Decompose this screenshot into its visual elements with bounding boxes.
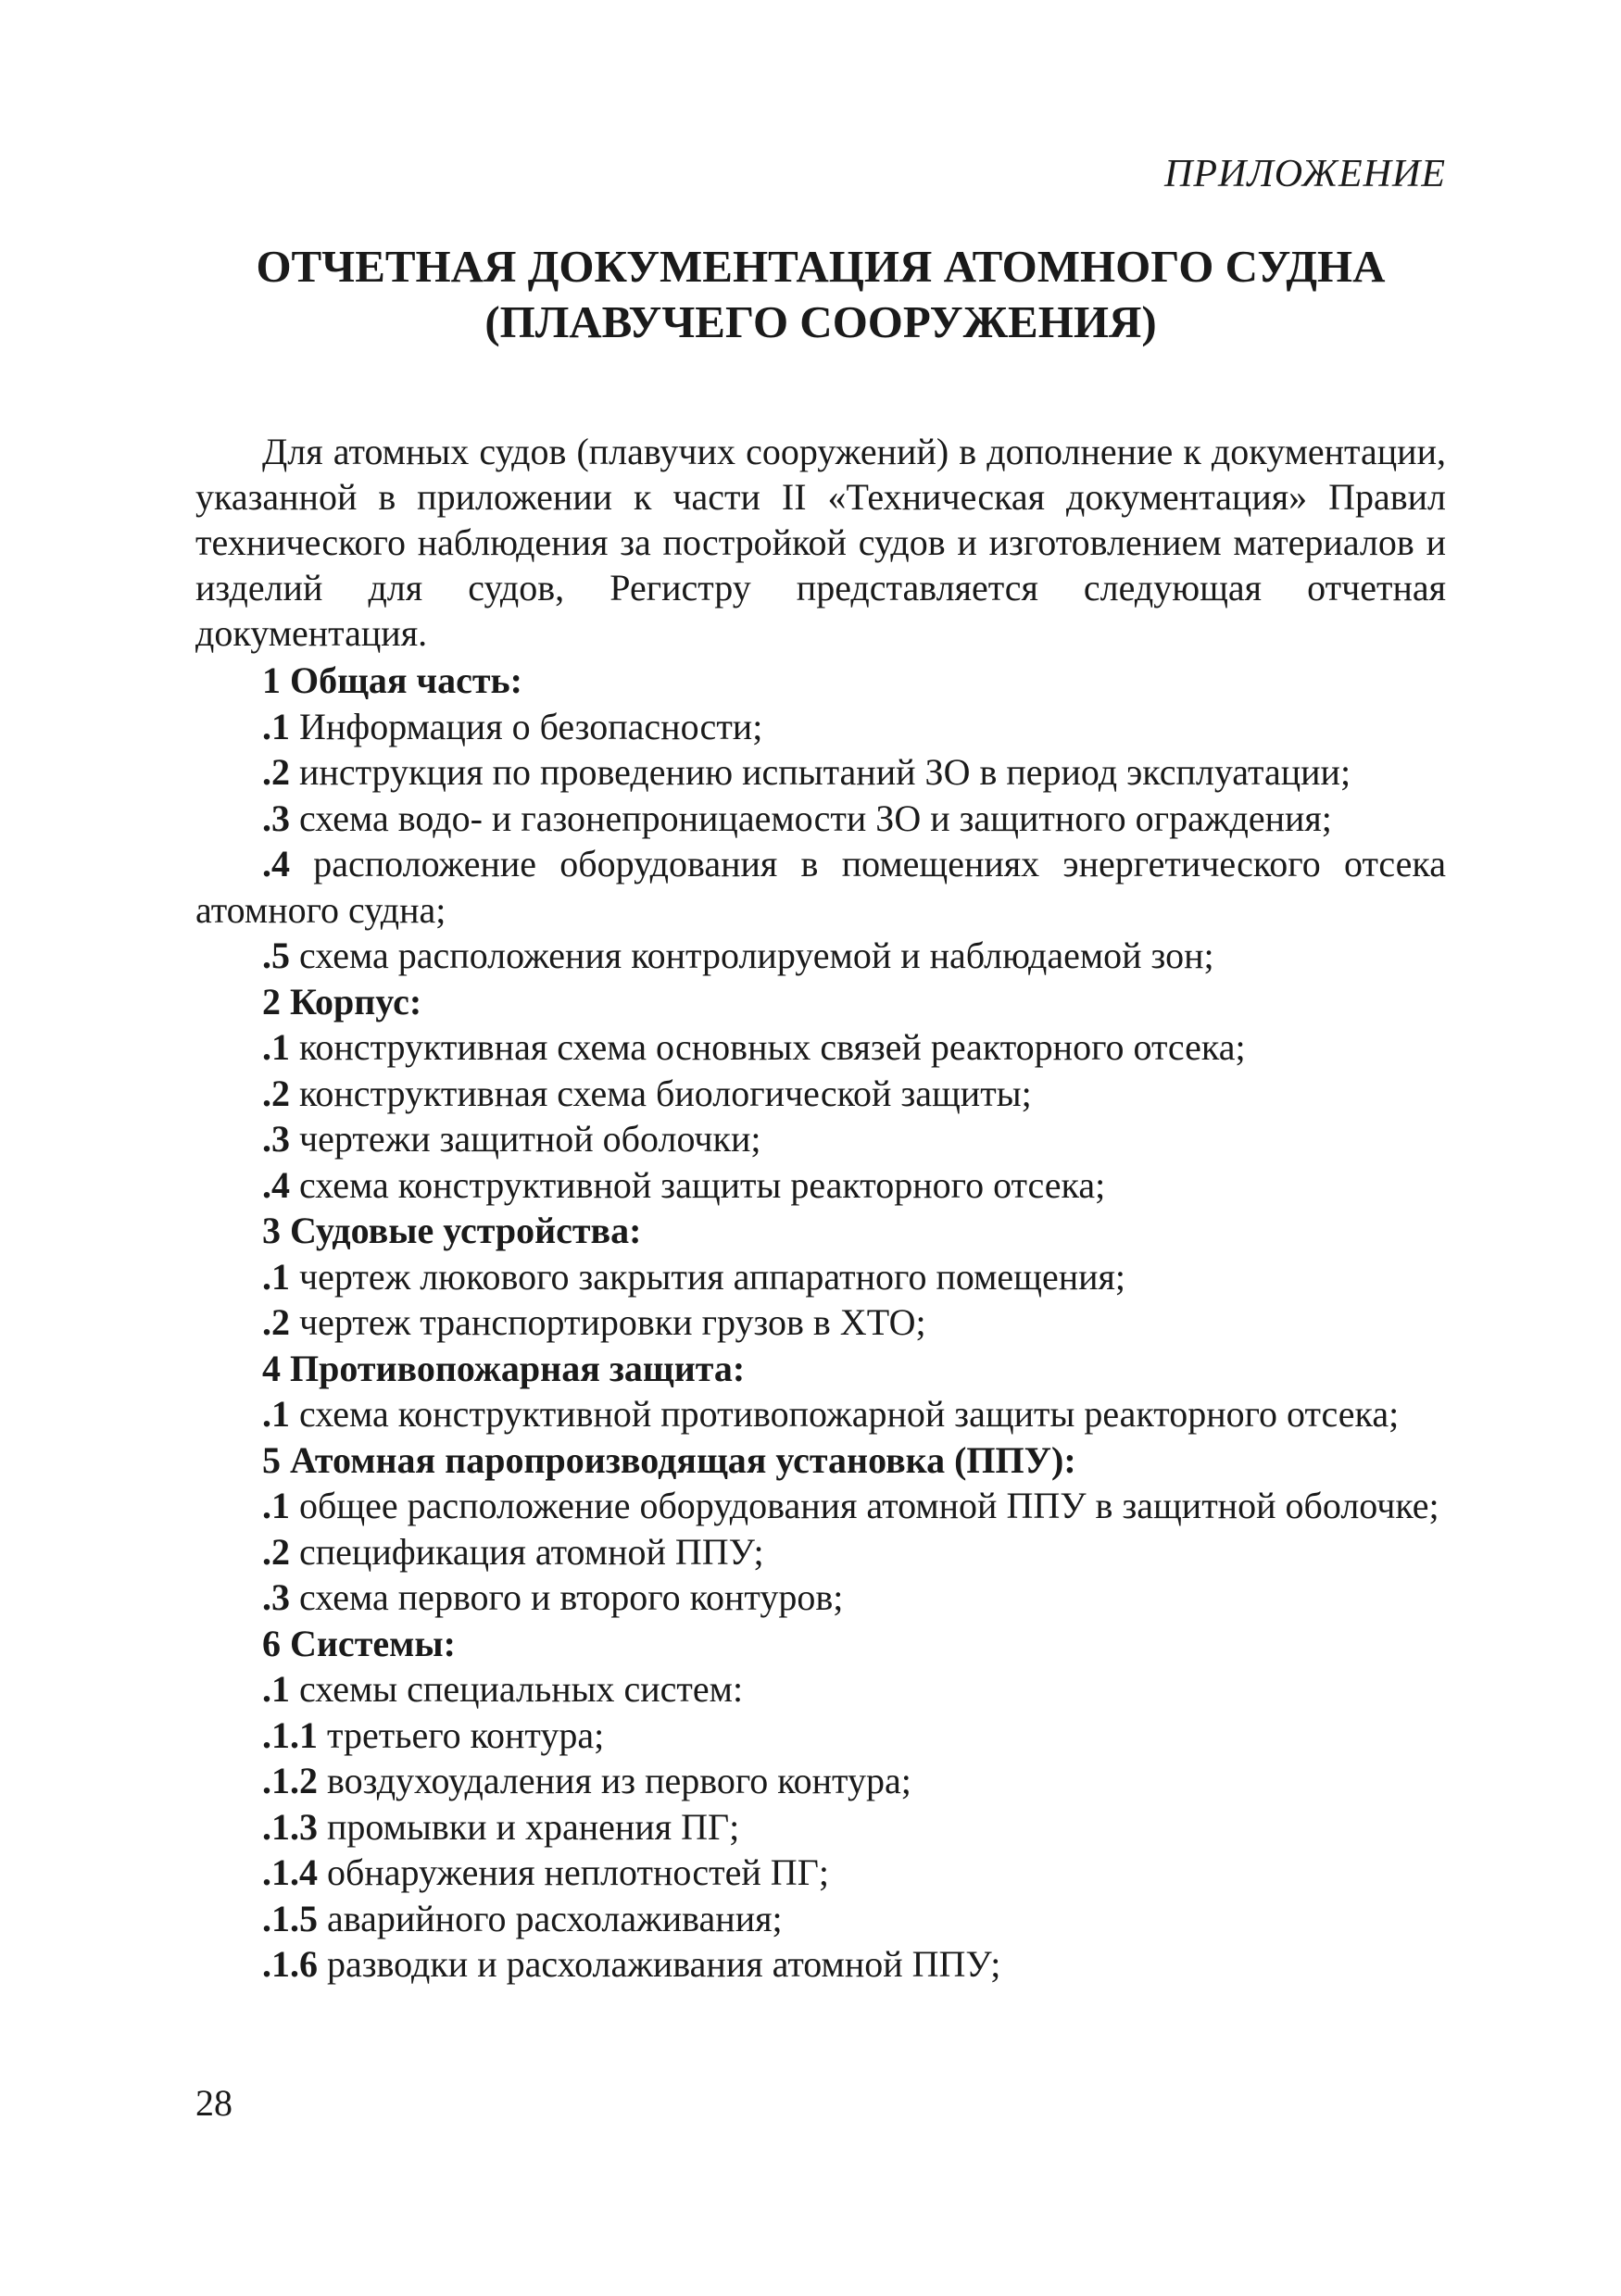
item-number: .1 <box>262 1026 290 1068</box>
list-item <box>195 749 1446 796</box>
item-text: расположение оборудования в помещениях энергетического отсека атомного судна; <box>195 843 1446 931</box>
list-item <box>195 1391 1446 1437</box>
item-number: .3 <box>262 1118 290 1160</box>
title-line-2: (ПЛАВУЧЕГО СООРУЖЕНИЯ) <box>484 296 1157 347</box>
list-item <box>195 1575 1446 1621</box>
item-text: схема конструктивной противопожарной защиты реакторного отсека; <box>290 1393 1400 1435</box>
item-number: .1.6 <box>262 1943 318 1985</box>
item-text: Информация о безопасности; <box>290 705 763 747</box>
title-line-1: ОТЧЕТНАЯ ДОКУМЕНТАЦИЯ АТОМНОГО СУДНА <box>256 241 1386 292</box>
item-text: конструктивная схема биологической защиты; <box>290 1072 1032 1114</box>
list-item <box>195 1758 1446 1804</box>
item-text: чертеж люкового закрытия аппаратного помещения; <box>290 1255 1126 1298</box>
item-text: схема конструктивной защиты реакторного отсека; <box>290 1163 1106 1206</box>
list-item <box>195 1529 1446 1575</box>
section-heading: 6 Системы: <box>262 1622 456 1664</box>
item-number: .1 <box>262 1668 290 1710</box>
item-number: .1.4 <box>262 1851 318 1893</box>
section-heading: 1 Общая часть: <box>262 659 522 701</box>
item-number: .2 <box>262 1301 290 1343</box>
item-text: спецификация атомной ППУ; <box>290 1530 764 1573</box>
sections-list <box>195 658 1446 1988</box>
list-item <box>195 1666 1446 1713</box>
list-item <box>195 1299 1446 1346</box>
item-number: .1 <box>262 705 290 747</box>
item-text: схема расположения контролируемой и наблюдаемой зон; <box>290 935 1214 976</box>
list-item <box>195 1713 1446 1759</box>
item-text: промывки и хранения ПГ; <box>318 1805 740 1848</box>
item-number: .1.3 <box>262 1805 318 1848</box>
item-text: инструкция по проведению испытаний ЗО в период эксплуатации; <box>290 751 1351 793</box>
list-item <box>195 1254 1446 1300</box>
item-text: схема водо- и газонепроницаемости ЗО и защитного ограждения; <box>290 797 1332 839</box>
list-item <box>195 796 1446 842</box>
item-number: .3 <box>262 797 290 839</box>
item-number: .2 <box>262 1530 290 1573</box>
item-number: .2 <box>262 751 290 793</box>
item-text: аварийного расхолаживания; <box>318 1897 783 1939</box>
list-item <box>195 1071 1446 1117</box>
list-item <box>195 1804 1446 1851</box>
section-heading: 4 Противопожарная защита: <box>262 1347 746 1389</box>
item-text: чертежи защитной оболочки; <box>290 1118 761 1160</box>
list-item <box>195 1941 1446 1988</box>
item-text: разводки и расхолаживания атомной ППУ; <box>318 1943 1001 1985</box>
section-heading: 2 Корпус: <box>262 980 422 1023</box>
item-text: конструктивная схема основных связей реакторного отсека; <box>290 1026 1246 1068</box>
document-title <box>195 239 1446 350</box>
item-text: чертеж транспортировки грузов в ХТО; <box>290 1301 926 1343</box>
item-text: воздухоудаления из первого контура; <box>318 1760 911 1801</box>
item-text: третьего контура; <box>318 1713 605 1756</box>
item-text: схемы специальных систем: <box>290 1668 744 1710</box>
list-item <box>195 1896 1446 1942</box>
item-number: .5 <box>262 935 290 976</box>
item-number: .1 <box>262 1393 290 1435</box>
section-heading: 5 Атомная паропроизводящая установка (ППУ): <box>262 1438 1076 1481</box>
item-number: .1 <box>262 1485 290 1526</box>
item-number: .2 <box>262 1072 290 1114</box>
list-item <box>195 1483 1446 1529</box>
appendix-label: ПРИЛОЖЕНИЕ <box>1164 153 1446 195</box>
item-number: .4 <box>262 843 290 885</box>
item-number: .4 <box>262 1163 290 1206</box>
item-number: .1.1 <box>262 1713 318 1756</box>
item-number: .1 <box>262 1255 290 1298</box>
item-number: .3 <box>262 1576 290 1618</box>
item-text: обнаружения неплотностей ПГ; <box>318 1851 829 1893</box>
item-number: .1.5 <box>262 1897 318 1939</box>
list-item <box>195 841 1446 933</box>
list-item <box>195 704 1446 750</box>
list-item <box>195 933 1446 979</box>
list-item <box>195 1024 1446 1071</box>
list-item <box>195 1850 1446 1896</box>
item-number: .1.2 <box>262 1760 318 1801</box>
page-number: 28 <box>195 2082 232 2124</box>
item-text: схема первого и второго контуров; <box>290 1576 844 1618</box>
item-text: общее расположение оборудования атомной ППУ в защитной оболочке; <box>290 1485 1439 1526</box>
list-item <box>195 1162 1446 1209</box>
section-heading: 3 Судовые устройства: <box>262 1210 642 1251</box>
list-item <box>195 1116 1446 1162</box>
intro-paragraph: Для атомных судов (плавучих сооружений) в дополнение к документации, указанной в приложении к части II «Техническая документация» Правил технического наблюдения за постройкой судов и изготовлением материалов и изделий для судов, Регистру представляется следующая отчетная документация. <box>195 431 1446 654</box>
